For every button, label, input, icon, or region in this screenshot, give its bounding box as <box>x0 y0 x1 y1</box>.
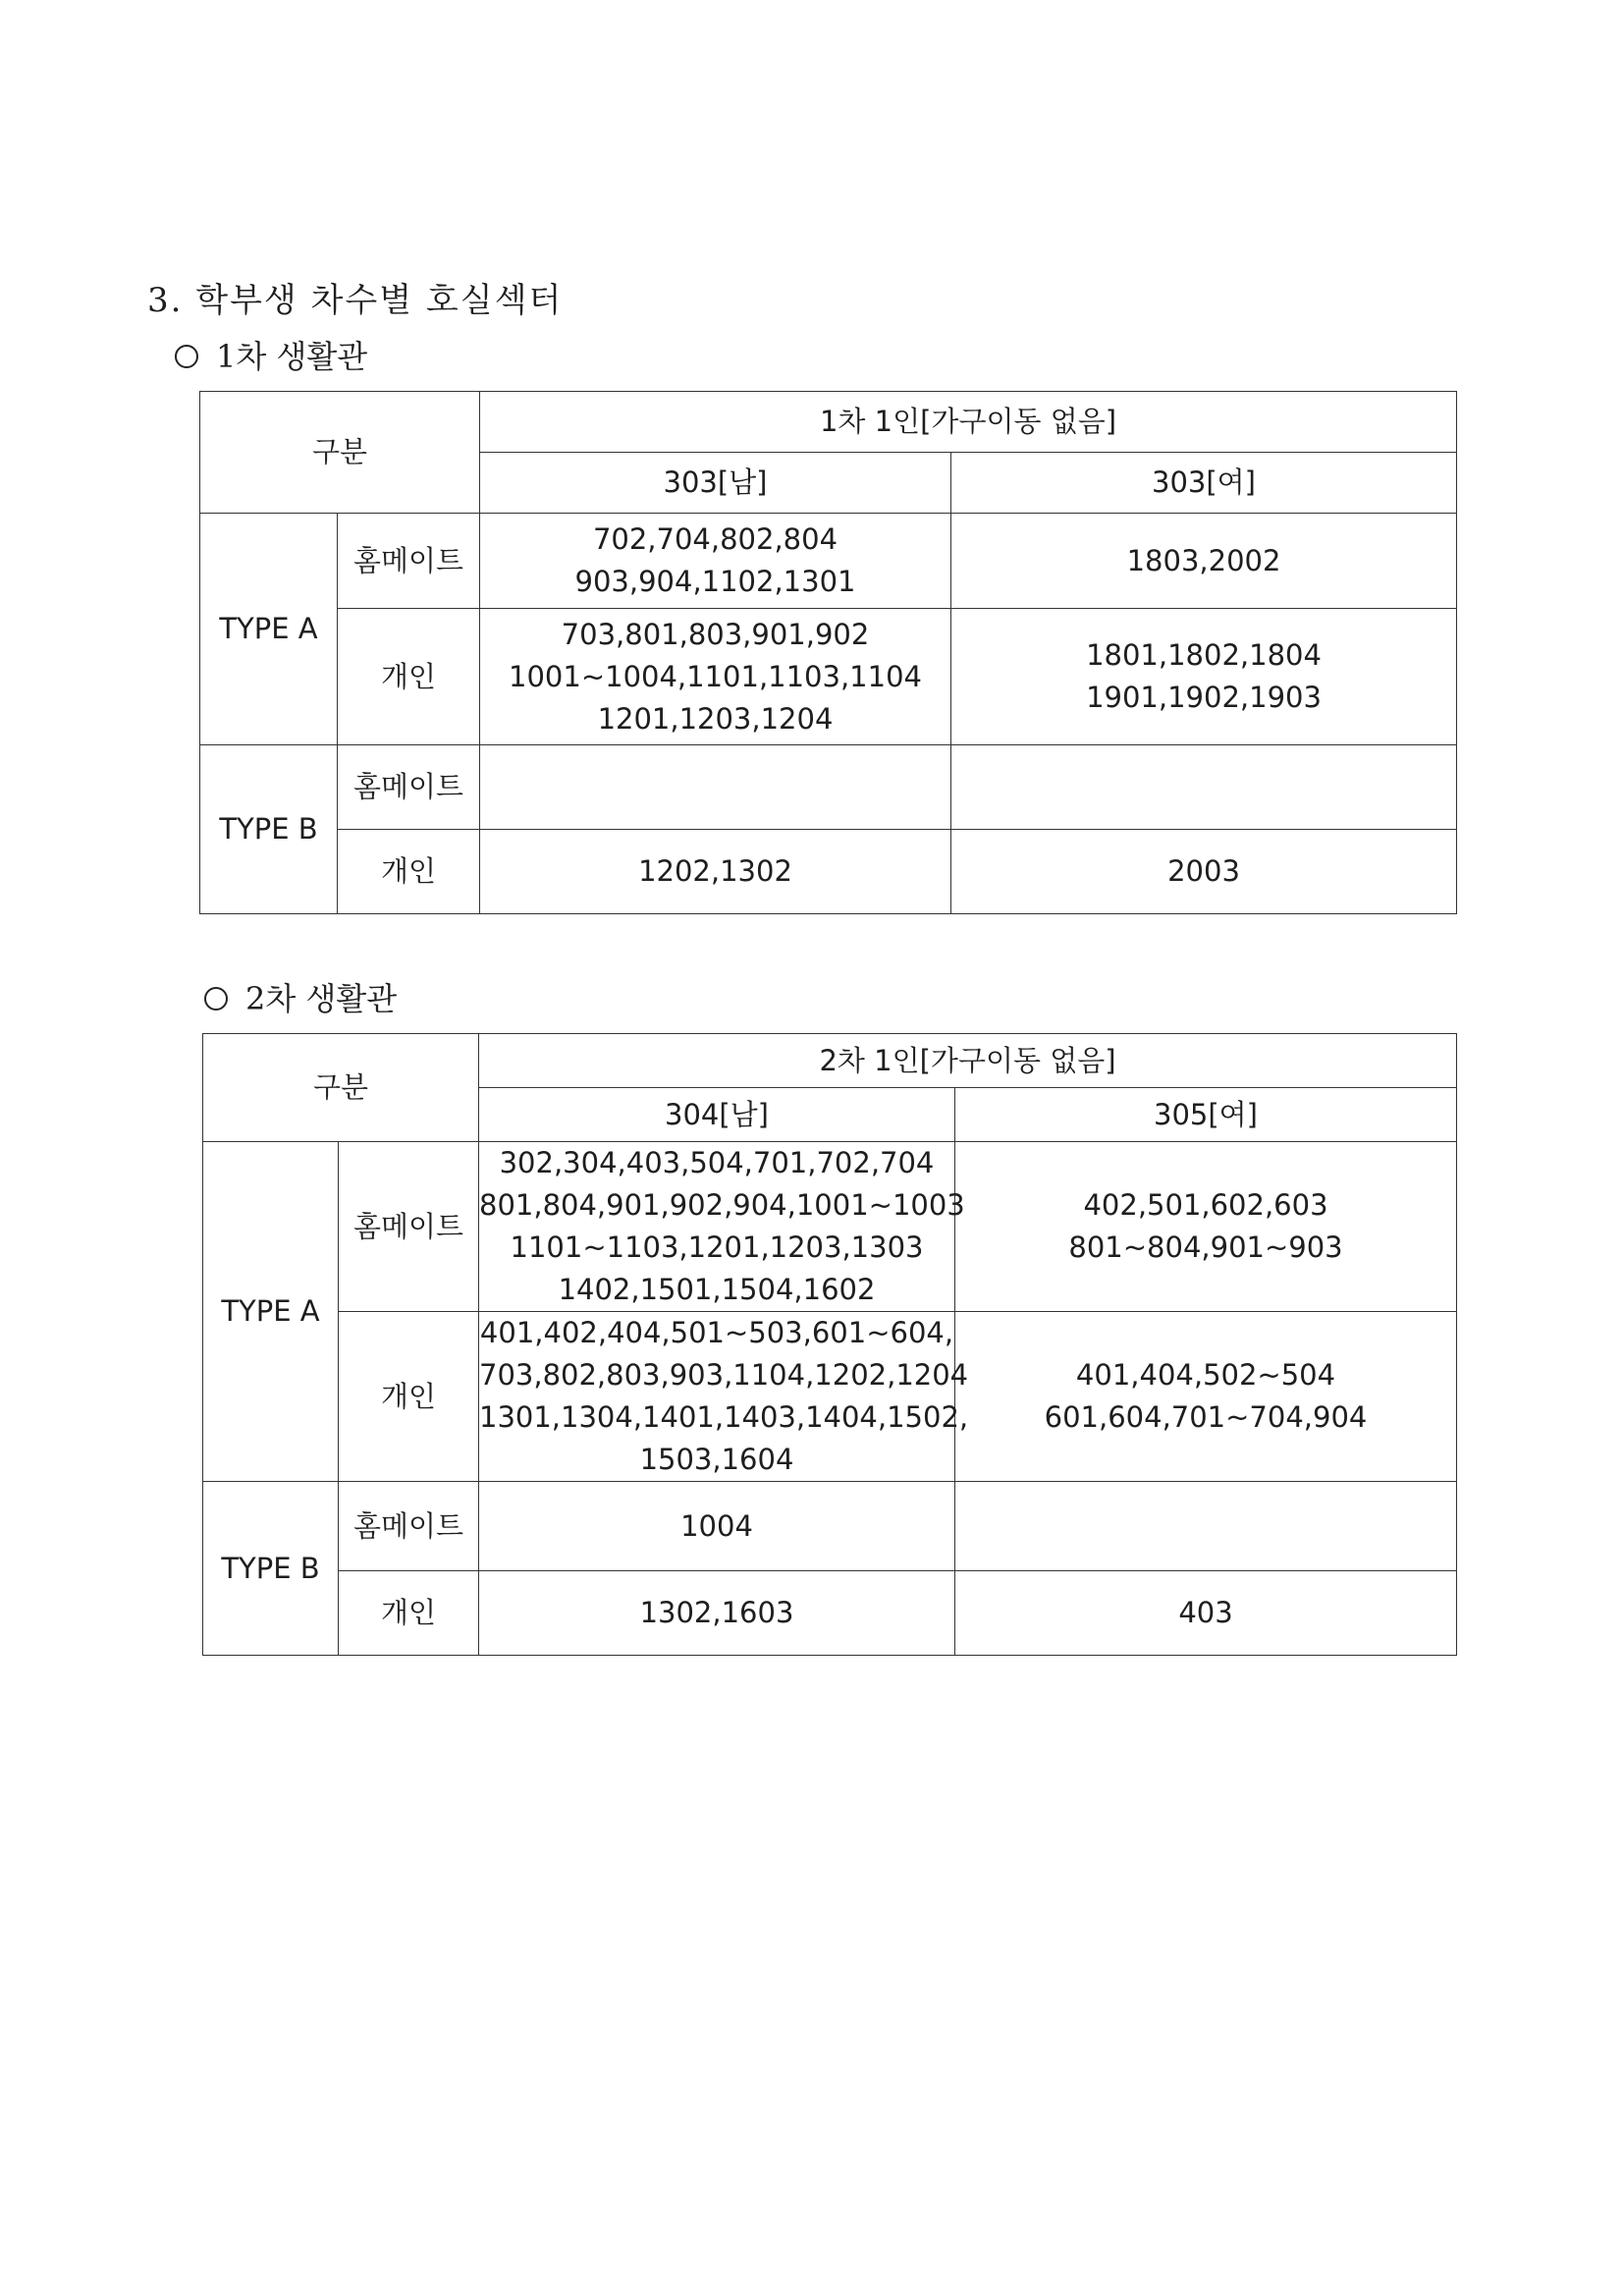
rooms-cell <box>480 830 951 914</box>
room-line: 1201,1203,1204 <box>597 701 834 736</box>
rooms-cell <box>955 1312 1457 1482</box>
subsection-title-1 <box>175 332 367 377</box>
room-line: 401,404,502~504 <box>1075 1358 1336 1392</box>
table-header-row <box>200 392 1457 453</box>
room-line: 1402,1501,1504,1602 <box>558 1273 876 1306</box>
subtype-label: 개인 <box>338 830 480 914</box>
header-col2: 303[여] <box>951 453 1457 514</box>
table-row <box>203 1482 1457 1571</box>
subsection-title-text: 2차 생활관 <box>245 980 398 1017</box>
subtype-label: 홈메이트 <box>339 1482 479 1571</box>
room-line: 703,802,803,903,1104,1202,1204 <box>479 1358 969 1392</box>
rooms-cell <box>479 1482 955 1571</box>
rooms-cell <box>951 830 1457 914</box>
header-group: 2차 1인[가구이동 없음] <box>479 1034 1457 1088</box>
table-row <box>203 1571 1457 1656</box>
room-line: 1301,1304,1401,1403,1404,1502, <box>479 1400 969 1434</box>
table-row <box>200 830 1457 914</box>
room-line: 1101~1103,1201,1203,1303 <box>510 1230 924 1264</box>
circle-bullet-icon <box>175 345 198 368</box>
subsection-title-text: 1차 생활관 <box>216 338 368 375</box>
table-row <box>200 745 1457 830</box>
rooms-cell <box>951 514 1457 609</box>
type-label: TYPE A <box>203 1142 339 1482</box>
table-row <box>203 1142 1457 1312</box>
room-line: 1803,2002 <box>1126 543 1281 577</box>
room-line: 402,501,602,603 <box>1083 1188 1328 1222</box>
subtype-label: 홈메이트 <box>338 745 480 830</box>
header-group: 1차 1인[가구이동 없음] <box>480 392 1457 453</box>
rooms-cell <box>479 1142 965 1312</box>
rooms-cell <box>480 745 951 830</box>
room-line: 302,304,403,504,701,702,704 <box>499 1146 935 1179</box>
subtype-label: 홈메이트 <box>339 1142 479 1312</box>
room-line: 703,801,803,901,902 <box>561 617 870 651</box>
rooms-cell <box>480 514 951 609</box>
table-row <box>200 609 1457 745</box>
table-row <box>200 514 1457 609</box>
header-col2: 305[여] <box>955 1088 1457 1142</box>
rooms-cell <box>480 609 951 745</box>
table-header-row <box>203 1034 1457 1088</box>
room-line: 1001~1004,1101,1103,1104 <box>509 659 922 693</box>
room-table-2 <box>202 1033 1457 1656</box>
rooms-cell <box>951 745 1457 830</box>
header-category: 구분 <box>200 392 480 514</box>
rooms-cell <box>951 609 1457 745</box>
type-label: TYPE A <box>200 514 338 745</box>
room-line: 1302,1603 <box>639 1596 794 1629</box>
circle-bullet-icon <box>204 987 228 1011</box>
header-col1: 303[남] <box>480 453 951 514</box>
type-label: TYPE B <box>200 745 338 914</box>
header-col1: 304[남] <box>479 1088 955 1142</box>
subsection-title-2 <box>204 974 397 1019</box>
room-line: 1801,1802,1804 <box>1086 638 1322 672</box>
room-line: 403 <box>1178 1596 1233 1629</box>
room-line: 2003 <box>1167 854 1240 888</box>
room-line: 702,704,802,804 <box>592 522 839 556</box>
type-label: TYPE B <box>203 1482 339 1656</box>
section-heading: 3. 학부생 차수별 호실섹터 <box>147 281 564 320</box>
room-line: 903,904,1102,1301 <box>574 565 856 598</box>
header-category: 구분 <box>203 1034 479 1142</box>
rooms-cell <box>479 1571 955 1656</box>
room-line: 801~804,901~903 <box>1068 1230 1343 1264</box>
subtype-label: 개인 <box>339 1571 479 1656</box>
room-line: 1202,1302 <box>638 854 792 888</box>
rooms-cell <box>955 1571 1457 1656</box>
rooms-cell <box>955 1142 1457 1312</box>
subtype-label: 홈메이트 <box>338 514 480 609</box>
subtype-label: 개인 <box>338 609 480 745</box>
room-line: 601,604,701~704,904 <box>1044 1400 1368 1434</box>
room-line: 1004 <box>680 1508 753 1543</box>
rooms-cell <box>479 1312 969 1482</box>
room-line: 1503,1604 <box>639 1443 794 1476</box>
room-line: 401,402,404,501~503,601~604, <box>479 1316 954 1349</box>
room-line: 1901,1902,1903 <box>1086 681 1322 714</box>
rooms-cell <box>955 1482 1457 1571</box>
table-row <box>203 1312 1457 1482</box>
subtype-label: 개인 <box>339 1312 479 1482</box>
room-line: 801,804,901,902,904,1001~1003 <box>479 1188 965 1222</box>
room-table-1 <box>199 391 1457 914</box>
